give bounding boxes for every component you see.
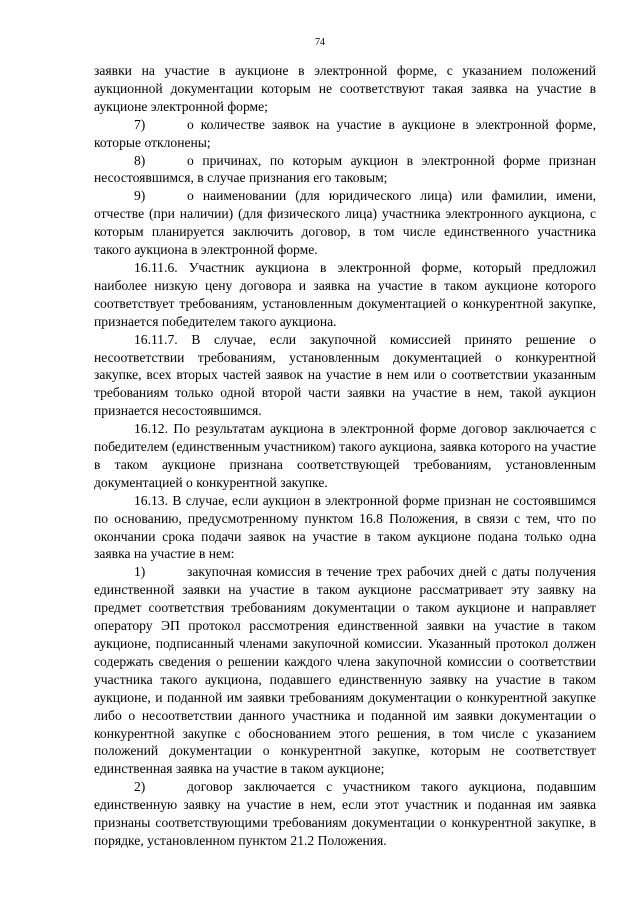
paragraph-text: заявки на участие в аукционе в электронной форме, с указанием положений аукционной документации которым не соответствуют такая заявка на участие в аукционе электронной форме;: [94, 63, 596, 114]
clause-text: 16.13. В случае, если аукцион в электронной форме признан не состоявшимся по основанию, предусмотренному пунктом 16.8 Положения, в связи с тем, что по окончании срока подачи заявок на участие в таком аукционе подана только одна заявка на участие в нем:: [94, 492, 596, 562]
list-item-9: [94, 187, 596, 259]
list-item-7: [94, 116, 596, 152]
page-number: 74: [315, 37, 325, 48]
clause-16-12: [94, 420, 596, 492]
clause-text: 16.11.6. Участник аукциона в электронной форме, который предложил наиболее низкую цену договора и заявка на участие в таком аукционе которого соответствует требованиям, установленным документацией о конкурентной закупке, признается победителем такого аукциона.: [94, 259, 596, 329]
list-item-number: 2): [134, 779, 146, 795]
clause-text: 16.12. По результатам аукциона в электронной форме договор заключается с победителем (единственным участником) такого аукциона, заявка которого на участие в таком аукционе признана соответствующей требованиям, установленным документацией о конкурентной закупке.: [94, 421, 596, 490]
list-item-number: 7): [134, 116, 146, 132]
clause-text: 16.11.7. В случае, если закупочной комиссией принято решение о несоответствии требованиям, установленным документацией о конкурентной закупке, всех вторых частей заявок на участие в нем или о соответствии указанным требованиям только одной второй части заявки на участие в нем, такой аукцион признается несостоявшимся.: [94, 331, 596, 419]
list-item-text: о количестве заявок на участие в аукционе в электронной форме, которые отклонены;: [94, 116, 596, 150]
list-item-text: о наименовании (для юридического лица) или фамилии, имени, отчестве (при наличии) (для физического лица) участника электронного аукциона, с которым планируется заключить договор, в том числе единственного участника такого аукциона в электронной форме.: [94, 188, 596, 258]
clause-16-11-7: [94, 331, 596, 421]
list-item-number: 9): [134, 188, 146, 204]
list-item-number: 8): [134, 152, 146, 168]
list-item-number: 1): [134, 564, 146, 580]
list-item-text: о причинах, по которым аукцион в электронной форме признан несостоявшимся, в случае признания его таковым;: [94, 152, 596, 186]
document-body: [94, 62, 596, 850]
list-item-8: [94, 152, 596, 188]
list-item-2: [94, 778, 596, 850]
clause-16-11-6: [94, 259, 596, 331]
paragraph-continuation: [94, 62, 596, 116]
list-item-text: договор заключается с участником такого аукциона, подавшим единственную заявку на участие в нем, если этот участник и поданная им заявка признаны соответствующими требованиям документации о конкурентной закупке, в порядке, установленном пунктом 21.2 Положения.: [94, 779, 596, 848]
clause-16-13: [94, 492, 596, 564]
list-item-1: [94, 563, 596, 778]
list-item-text: закупочная комиссия в течение трех рабочих дней с даты получения единственной заявки на участие в таком аукционе рассматривает эту заявку на предмет соответствия требованиям документации о таком аукционе и направляет оператору ЭП протокол рассмотрения единственной заявки на участие в таком аукционе, подписанный членами закупочной комиссии. Указанный протокол должен содержать сведения о решении каждого члена закупочной комиссии о соответствии участника такого аукциона, подавшего единственную заявку на участие в таком аукционе, и поданной им заявки требованиям документации о конкурентной закупке либо о несоответствии данного участника и поданной им заявки документации о конкурентной закупке с обоснованием этого решения, в том числе с указанием положений документации о конкурентной закупке, которым не соответствует единственная заявка на участие в таком аукционе;: [94, 564, 596, 777]
